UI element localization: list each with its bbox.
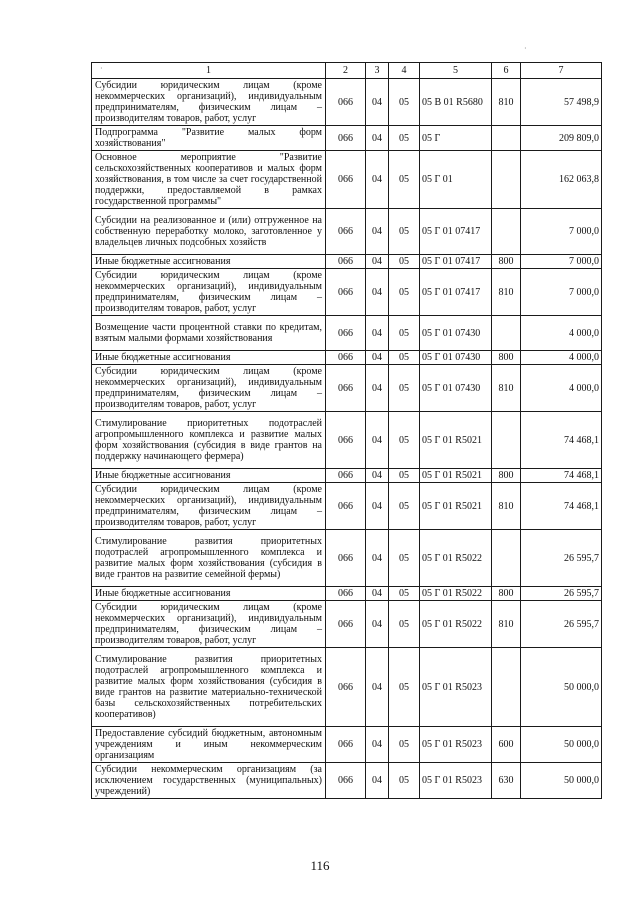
row-code-ministry: 066 (326, 530, 366, 587)
table-row (92, 351, 602, 365)
row-target-article: 05 В 01 R5680 (420, 79, 492, 126)
row-target-article: 05 Г 01 07417 (420, 209, 492, 255)
row-name: Субсидии на реализованное и (или) отгруженное на собственную переработку молоко, заготовленное у владельцев личных подсобных хозяйств (92, 209, 326, 255)
table-row (92, 587, 602, 601)
table-row (92, 151, 602, 209)
row-name: Субсидии юридическим лицам (кроме некоммерческих организаций), индивидуальным предпринимателям, физическим лицам – производителям товаров, работ, услуг (92, 79, 326, 126)
row-target-article: 05 Г 01 07430 (420, 365, 492, 412)
row-target-article: 05 Г 01 07417 (420, 269, 492, 316)
row-code-subsection: 05 (389, 209, 420, 255)
row-name: Иные бюджетные ассигнования (92, 587, 326, 601)
row-code-ministry: 066 (326, 587, 366, 601)
row-amount: 4 000,0 (521, 365, 602, 412)
row-target-article: 05 Г 01 07430 (420, 351, 492, 365)
row-name: Основное мероприятие "Развитие сельскохозяйственных кооперативов и малых форм хозяйствования, в том числе за счет государственной поддержки, предоставляемой в рамках государственной программы" (92, 151, 326, 209)
row-code-ministry: 066 (326, 316, 366, 351)
row-code-subsection: 05 (389, 763, 420, 799)
row-code-subsection: 05 (389, 126, 420, 151)
row-code-ministry: 066 (326, 79, 366, 126)
row-target-article: 05 Г 01 (420, 151, 492, 209)
row-code-subsection: 05 (389, 316, 420, 351)
row-code-ministry: 066 (326, 469, 366, 483)
row-code-ministry: 066 (326, 601, 366, 648)
row-target-article: 05 Г 01 R5023 (420, 763, 492, 799)
row-name: Иные бюджетные ассигнования (92, 351, 326, 365)
page-number: 116 (310, 858, 330, 873)
row-name: Стимулирование развития приоритетных подотраслей агропромышленного комплекса и развитие малых форм хозяйствования (субсидия в виде грантов на развитие семейной фермы) (92, 530, 326, 587)
row-target-article: 05 Г 01 R5021 (420, 412, 492, 469)
row-code-ministry: 066 (326, 412, 366, 469)
row-amount: 26 595,7 (521, 530, 602, 587)
row-amount: 74 468,1 (521, 483, 602, 530)
row-code-subsection: 05 (389, 79, 420, 126)
row-expense-type: 810 (492, 79, 521, 126)
row-amount: 209 809,0 (521, 126, 602, 151)
table-row (92, 727, 602, 763)
table-row (92, 601, 602, 648)
scan-mark: · (524, 44, 527, 53)
row-code-ministry: 066 (326, 126, 366, 151)
row-target-article: 05 Г 01 R5022 (420, 530, 492, 587)
row-target-article: 05 Г 01 R5022 (420, 587, 492, 601)
header-cell: 2 (326, 63, 366, 79)
row-code-section: 04 (366, 151, 389, 209)
row-amount: 74 468,1 (521, 412, 602, 469)
row-code-ministry: 066 (326, 209, 366, 255)
table-row (92, 209, 602, 255)
row-code-subsection: 05 (389, 530, 420, 587)
row-expense-type: 800 (492, 587, 521, 601)
table-row (92, 365, 602, 412)
row-amount: 50 000,0 (521, 727, 602, 763)
row-name: Субсидии юридическим лицам (кроме некоммерческих организаций), индивидуальным предпринимателям, физическим лицам – производителям товаров, работ, услуг (92, 269, 326, 316)
row-target-article: 05 Г (420, 126, 492, 151)
row-code-ministry: 066 (326, 151, 366, 209)
row-target-article: 05 Г 01 R5022 (420, 601, 492, 648)
row-expense-type (492, 316, 521, 351)
row-code-subsection: 05 (389, 648, 420, 727)
row-code-subsection: 05 (389, 727, 420, 763)
row-expense-type (492, 151, 521, 209)
row-expense-type: 810 (492, 365, 521, 412)
row-code-ministry: 066 (326, 351, 366, 365)
row-name: Подпрограмма "Развитие малых форм хозяйствования" (92, 126, 326, 151)
row-amount: 4 000,0 (521, 316, 602, 351)
table-row (92, 126, 602, 151)
row-expense-type (492, 530, 521, 587)
row-expense-type: 810 (492, 269, 521, 316)
row-code-subsection: 05 (389, 255, 420, 269)
row-amount: 7 000,0 (521, 255, 602, 269)
row-code-section: 04 (366, 587, 389, 601)
header-cell: 6 (492, 63, 521, 79)
header-cell: 1 (92, 63, 326, 79)
row-code-ministry: 066 (326, 763, 366, 799)
row-expense-type (492, 209, 521, 255)
row-amount: 4 000,0 (521, 351, 602, 365)
row-target-article: 05 Г 01 R5023 (420, 727, 492, 763)
table-row (92, 763, 602, 799)
row-expense-type (492, 412, 521, 469)
row-amount: 26 595,7 (521, 587, 602, 601)
row-code-subsection: 05 (389, 469, 420, 483)
row-name: Субсидии некоммерческим организациям (за исключением государственных (муниципальных) учреждений) (92, 763, 326, 799)
table-row (92, 648, 602, 727)
row-code-subsection: 05 (389, 151, 420, 209)
row-amount: 162 063,8 (521, 151, 602, 209)
scan-mark: · (100, 64, 103, 73)
row-code-ministry: 066 (326, 365, 366, 412)
row-code-section: 04 (366, 648, 389, 727)
row-code-ministry: 066 (326, 648, 366, 727)
table-row (92, 530, 602, 587)
row-name: Субсидии юридическим лицам (кроме некоммерческих организаций), индивидуальным предпринимателям, физическим лицам – производителям товаров, работ, услуг (92, 601, 326, 648)
row-amount: 50 000,0 (521, 763, 602, 799)
row-code-subsection: 05 (389, 269, 420, 316)
row-expense-type: 800 (492, 255, 521, 269)
row-code-section: 04 (366, 269, 389, 316)
header-cell: 5 (420, 63, 492, 79)
table-row (92, 469, 602, 483)
table-row (92, 79, 602, 126)
row-target-article: 05 Г 01 07430 (420, 316, 492, 351)
row-name: Субсидии юридическим лицам (кроме некоммерческих организаций), индивидуальным предпринимателям, физическим лицам – производителям товаров, работ, услуг (92, 365, 326, 412)
row-amount: 7 000,0 (521, 209, 602, 255)
row-code-section: 04 (366, 601, 389, 648)
row-code-ministry: 066 (326, 269, 366, 316)
row-code-subsection: 05 (389, 351, 420, 365)
table-row (92, 483, 602, 530)
table-row (92, 412, 602, 469)
row-expense-type: 810 (492, 483, 521, 530)
row-amount: 7 000,0 (521, 269, 602, 316)
table-row (92, 269, 602, 316)
row-code-section: 04 (366, 255, 389, 269)
row-name: Стимулирование приоритетных подотраслей агропромышленного комплекса и развитие малых форм хозяйствования (субсидия в виде грантов на поддержку начинающего фермера) (92, 412, 326, 469)
row-code-section: 04 (366, 126, 389, 151)
header-cell: 3 (366, 63, 389, 79)
row-code-section: 04 (366, 316, 389, 351)
row-name: Иные бюджетные ассигнования (92, 255, 326, 269)
row-code-section: 04 (366, 209, 389, 255)
row-expense-type (492, 126, 521, 151)
row-code-ministry: 066 (326, 727, 366, 763)
row-name: Иные бюджетные ассигнования (92, 469, 326, 483)
row-code-section: 04 (366, 763, 389, 799)
row-code-section: 04 (366, 727, 389, 763)
row-code-section: 04 (366, 469, 389, 483)
row-code-ministry: 066 (326, 483, 366, 530)
row-code-section: 04 (366, 365, 389, 412)
table-row (92, 255, 602, 269)
header-cell: 4 (389, 63, 420, 79)
row-code-section: 04 (366, 79, 389, 126)
row-code-section: 04 (366, 412, 389, 469)
row-code-subsection: 05 (389, 483, 420, 530)
row-expense-type: 810 (492, 601, 521, 648)
row-name: Возмещение части процентной ставки по кредитам, взятым малыми формами хозяйствования (92, 316, 326, 351)
row-expense-type: 600 (492, 727, 521, 763)
row-code-subsection: 05 (389, 601, 420, 648)
header-cell: 7 (521, 63, 602, 79)
row-code-section: 04 (366, 483, 389, 530)
budget-table (91, 62, 602, 799)
row-amount: 57 498,9 (521, 79, 602, 126)
row-expense-type (492, 648, 521, 727)
row-code-section: 04 (366, 351, 389, 365)
table-row (92, 316, 602, 351)
row-target-article: 05 Г 01 R5021 (420, 483, 492, 530)
row-amount: 26 595,7 (521, 601, 602, 648)
row-code-subsection: 05 (389, 587, 420, 601)
row-name: Стимулирование развития приоритетных подотраслей агропромышленного комплекса и развитие малых форм хозяйствования (субсидия в виде грантов на развитие материально-технической базы сельскохозяйственных потребительских кооперативов) (92, 648, 326, 727)
row-target-article: 05 Г 01 R5021 (420, 469, 492, 483)
row-expense-type: 630 (492, 763, 521, 799)
table-header-row (92, 63, 602, 79)
row-target-article: 05 Г 01 R5023 (420, 648, 492, 727)
row-target-article: 05 Г 01 07417 (420, 255, 492, 269)
row-name: Субсидии юридическим лицам (кроме некоммерческих организаций), индивидуальным предпринимателям, физическим лицам – производителям товаров, работ, услуг (92, 483, 326, 530)
row-code-subsection: 05 (389, 365, 420, 412)
row-expense-type: 800 (492, 469, 521, 483)
row-code-section: 04 (366, 530, 389, 587)
row-expense-type: 800 (492, 351, 521, 365)
row-amount: 50 000,0 (521, 648, 602, 727)
row-code-ministry: 066 (326, 255, 366, 269)
row-code-subsection: 05 (389, 412, 420, 469)
row-name: Предоставление субсидий бюджетным, автономным учреждениям и иным некоммерческим организациям (92, 727, 326, 763)
row-amount: 74 468,1 (521, 469, 602, 483)
